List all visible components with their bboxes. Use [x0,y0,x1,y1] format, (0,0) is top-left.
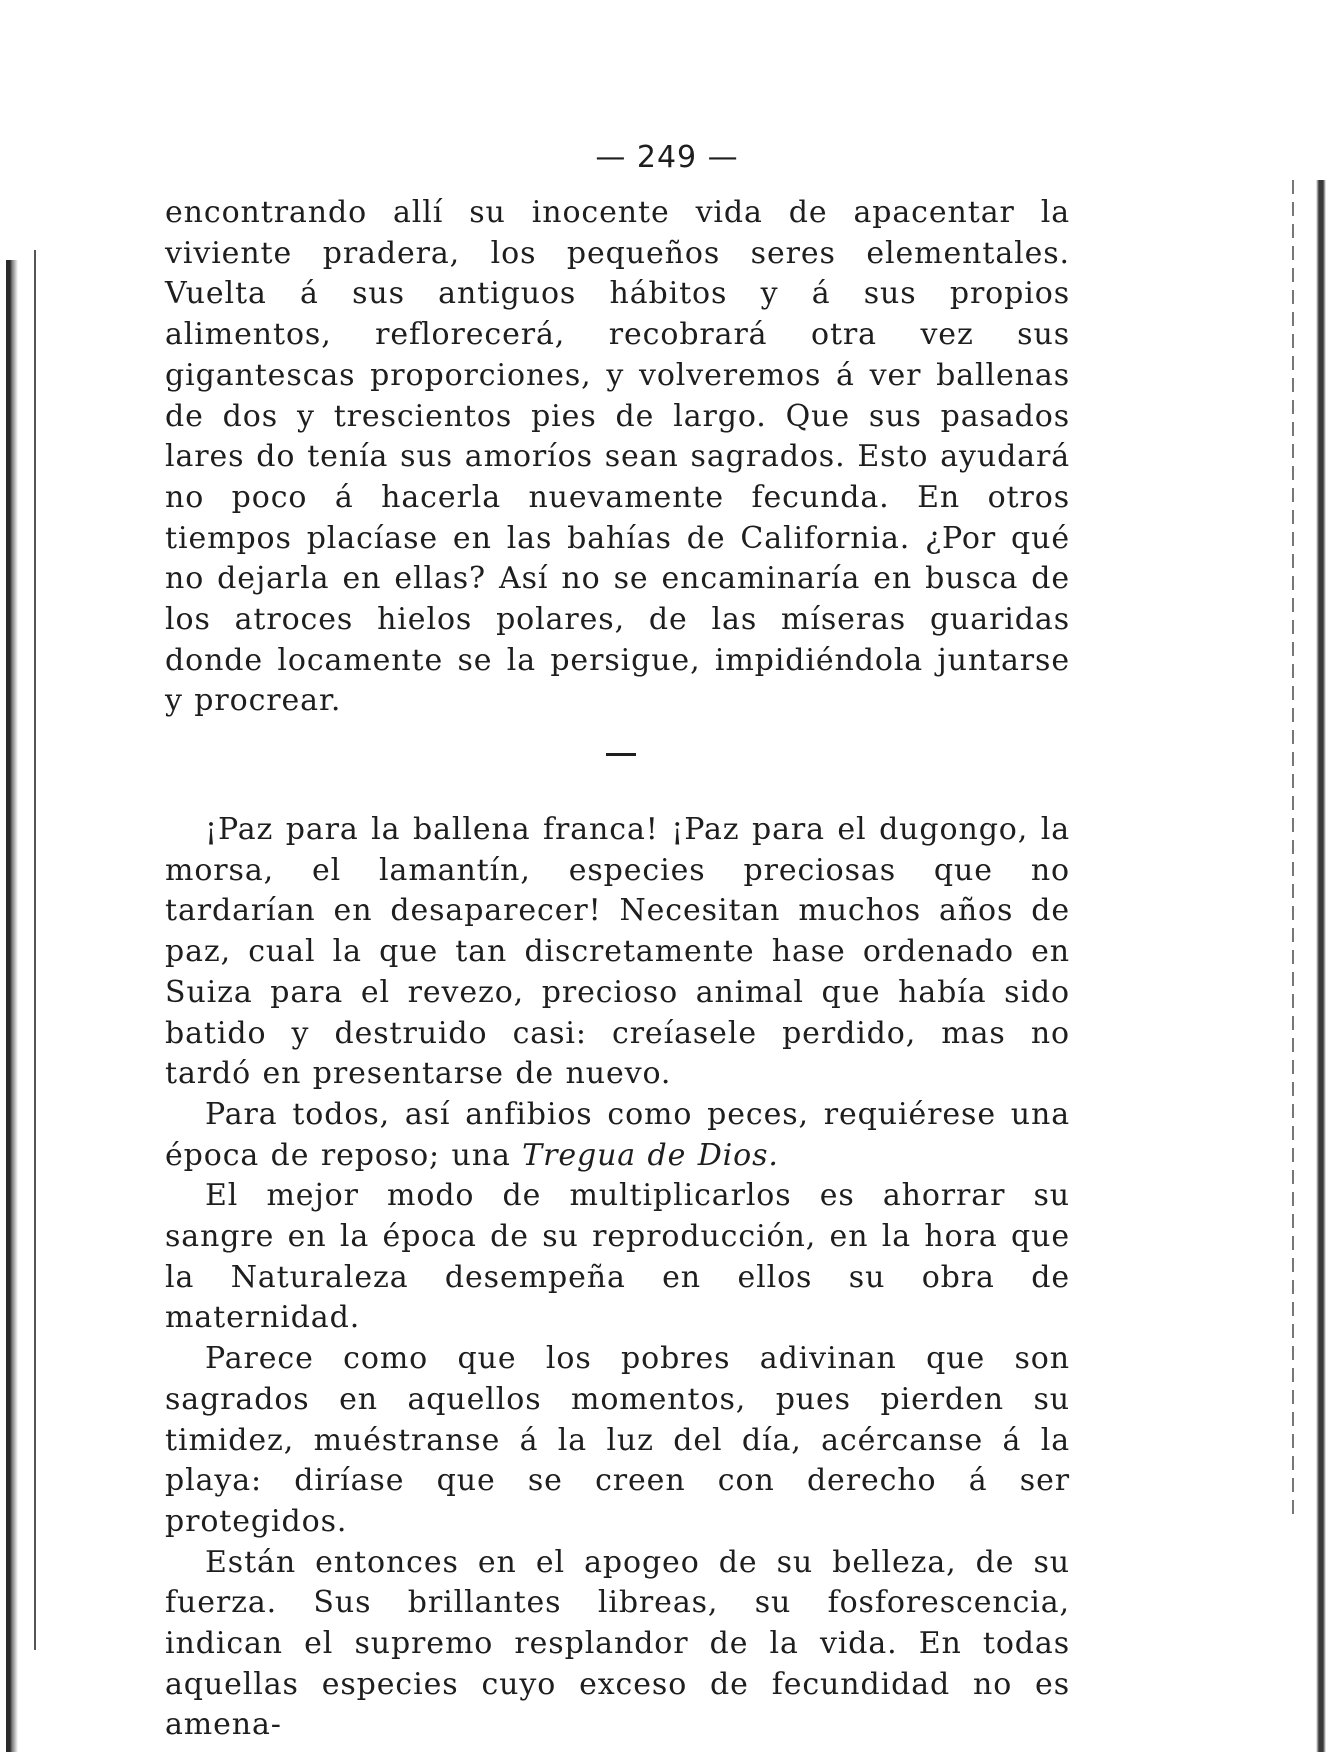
text-block-top [165,193,1070,722]
text-block-bottom [165,810,1070,1746]
paragraph: Están entonces en el apogeo de su belleza, de su fuerza. Sus brillantes libreas, su fosforescencia, indican el supremo resplandor de la vida. En todas aquellas especies cuyo exceso de fecundidad no es amena- [165,1544,1070,1743]
paragraph: Parece como que los pobres adivinan que son sagrados en aquellos momentos, pues pierden su timidez, muéstranse á la luz del día, acércanse á la playa: diríase que se creen con derecho á ser protegidos. [165,1341,1070,1539]
paragraph: ¡Paz para la ballena franca! ¡Paz para el dugongo, la morsa, el lamantín, especies preciosas que no tardarían en desaparecer! Necesitan muchos años de paz, cual la que tan discretamente hase ordenado en Suiza para el revezo, precioso animal que había sido batido y destruido casi: creíasele perdido, mas no tardó en presentarse de nuevo. [165,812,1070,1092]
paragraph: El mejor modo de multiplicarlos es ahorrar su sangre en la época de su reproducción, en la hora que la Naturaleza desempeña en ellos su obra de maternidad. [165,1178,1070,1336]
section-separator [606,753,636,756]
scan-edge-shadow-right [1316,180,1326,1752]
paragraph: encontrando allí su inocente vida de apacentar la viviente pradera, los pequeños seres elementales. Vuelta á sus antiguos hábitos y á sus propios alimentos, reflorecerá, recobrará otra vez sus gigantescas proporciones, y volveremos á ver ballenas de dos y trescientos pies de largo. Que sus pasados lares do tenía sus amoríos sean sagrados. Esto ayudará no poco á hacerla nuevamente fecunda. En otros tiempos placíase en las bahías de California. ¿Por qué no dejarla en ellas? Así no se encaminaría en busca de los atroces hielos polares, de las míseras guaridas donde locamente se la persigue, impidiéndola juntarse y procrear. [165,195,1070,719]
scan-edge-line-left [34,250,36,1650]
paragraph [165,1095,1070,1176]
page-number: — 249 — [595,140,739,175]
scan-edge-shadow-left [6,260,18,1752]
scan-edge-line-right [1292,180,1294,1520]
paragraph-text: Para todos, así anfibios como peces, requiérese una época de reposo; una [165,1096,1070,1173]
italic-phrase: Tregua de Dios. [522,1137,779,1173]
